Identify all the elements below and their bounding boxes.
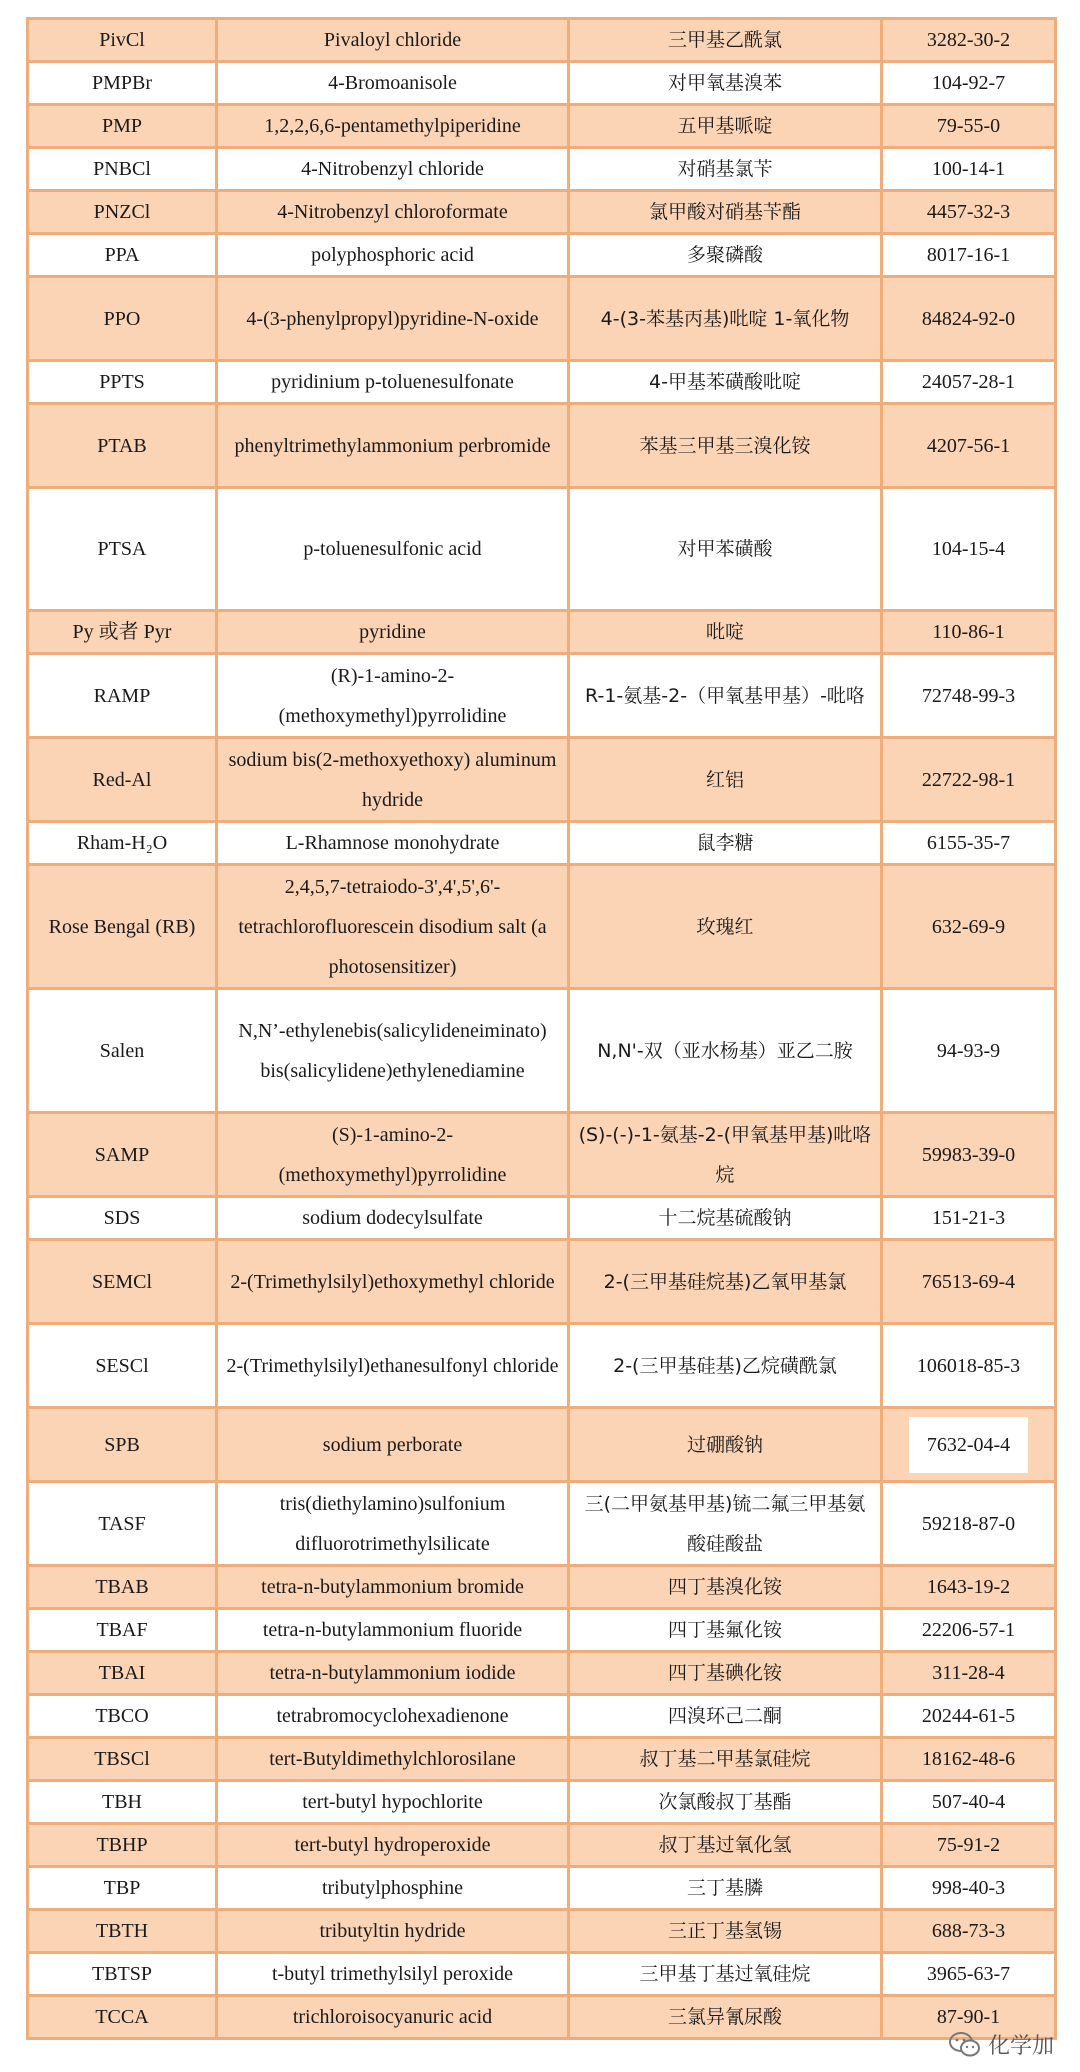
table-row	[28, 105, 1056, 148]
chinese-name-cell: 十二烷基硫酸钠	[569, 1197, 882, 1240]
chinese-name-cell: 2-(三甲基硅基)乙烷磺酰氯	[569, 1324, 882, 1408]
table-row	[28, 738, 1056, 822]
chinese-name-cell: 2-(三甲基硅烷基)乙氧甲基氯	[569, 1240, 882, 1324]
abbreviation-cell: TBTSP	[28, 1953, 217, 1996]
abbreviation-cell: TBP	[28, 1867, 217, 1910]
cas-number-cell: 8017-16-1	[882, 234, 1056, 277]
abbreviation-cell: Py 或者 Pyr	[28, 611, 217, 654]
abbreviation-cell: TBAB	[28, 1566, 217, 1609]
cas-number-cell: 3282-30-2	[882, 19, 1056, 62]
table-row	[28, 1113, 1056, 1197]
english-name-cell: 4-Nitrobenzyl chloride	[217, 148, 569, 191]
chinese-name-cell: 吡啶	[569, 611, 882, 654]
table-row	[28, 1824, 1056, 1867]
cas-number-cell: 4207-56-1	[882, 404, 1056, 488]
abbreviation-cell: PTSA	[28, 488, 217, 611]
english-name-cell: 4-(3-phenylpropyl)pyridine-N-oxide	[217, 277, 569, 361]
english-name-cell: p-toluenesulfonic acid	[217, 488, 569, 611]
abbreviation-cell: SPB	[28, 1408, 217, 1482]
chinese-name-cell: 多聚磷酸	[569, 234, 882, 277]
cas-number-cell: 7632-04-4	[882, 1408, 1056, 1482]
cas-number-cell: 87-90-1	[882, 1996, 1056, 2039]
english-name-cell: tert-butyl hydroperoxide	[217, 1824, 569, 1867]
english-name-cell: 4-Bromoanisole	[217, 62, 569, 105]
table-row	[28, 654, 1056, 738]
english-name-cell: sodium perborate	[217, 1408, 569, 1482]
cas-number-cell: 59218-87-0	[882, 1482, 1056, 1566]
table-row	[28, 822, 1056, 865]
table-row	[28, 19, 1056, 62]
table-row	[28, 62, 1056, 105]
english-name-cell: tetrabromocyclohexadienone	[217, 1695, 569, 1738]
cas-number-cell: 20244-61-5	[882, 1695, 1056, 1738]
abbreviation-cell: SESCl	[28, 1324, 217, 1408]
table-row	[28, 234, 1056, 277]
english-name-cell: tributylphosphine	[217, 1867, 569, 1910]
abbreviation-cell: SEMCl	[28, 1240, 217, 1324]
cas-number-cell: 79-55-0	[882, 105, 1056, 148]
abbreviation-cell: RAMP	[28, 654, 217, 738]
chinese-name-cell: 五甲基哌啶	[569, 105, 882, 148]
cas-number-cell: 110-86-1	[882, 611, 1056, 654]
table-row	[28, 1408, 1056, 1482]
chinese-name-cell: 氯甲酸对硝基苄酯	[569, 191, 882, 234]
cas-number-cell: 3965-63-7	[882, 1953, 1056, 1996]
table-row	[28, 1609, 1056, 1652]
english-name-cell: pyridine	[217, 611, 569, 654]
cas-number-cell: 104-15-4	[882, 488, 1056, 611]
chinese-name-cell: 四丁基碘化铵	[569, 1652, 882, 1695]
english-name-cell: Pivaloyl chloride	[217, 19, 569, 62]
table-row	[28, 1324, 1056, 1408]
table-row	[28, 1996, 1056, 2039]
cas-number-cell: 632-69-9	[882, 865, 1056, 989]
cas-number-cell: 151-21-3	[882, 1197, 1056, 1240]
english-name-cell: tert-Butyldimethylchlorosilane	[217, 1738, 569, 1781]
cas-number-cell: 507-40-4	[882, 1781, 1056, 1824]
table-row	[28, 1738, 1056, 1781]
cas-number-cell: 72748-99-3	[882, 654, 1056, 738]
abbreviation-cell: TBSCl	[28, 1738, 217, 1781]
cas-number-cell: 4457-32-3	[882, 191, 1056, 234]
chinese-name-cell: 三氯异氰尿酸	[569, 1996, 882, 2039]
abbreviation-cell: Rose Bengal (RB)	[28, 865, 217, 989]
table-row	[28, 1652, 1056, 1695]
english-name-cell: 2-(Trimethylsilyl)ethoxymethyl chloride	[217, 1240, 569, 1324]
english-name-cell: trichloroisocyanuric acid	[217, 1996, 569, 2039]
chinese-name-cell: 叔丁基二甲基氯硅烷	[569, 1738, 882, 1781]
chinese-name-cell: 四丁基溴化铵	[569, 1566, 882, 1609]
cas-number-cell: 59983-39-0	[882, 1113, 1056, 1197]
watermark-text: 化学加	[987, 2034, 1054, 2059]
chinese-name-cell: 叔丁基过氧化氢	[569, 1824, 882, 1867]
chinese-name-cell: 三丁基膦	[569, 1867, 882, 1910]
table-row	[28, 148, 1056, 191]
cas-number-cell: 1643-19-2	[882, 1566, 1056, 1609]
english-name-cell: sodium bis(2-methoxyethoxy) aluminum hydride	[217, 738, 569, 822]
english-name-cell: 4-Nitrobenzyl chloroformate	[217, 191, 569, 234]
abbreviation-cell: TBTH	[28, 1910, 217, 1953]
cas-number-cell: 688-73-3	[882, 1910, 1056, 1953]
chinese-name-cell: 玫瑰红	[569, 865, 882, 989]
english-name-cell: 2-(Trimethylsilyl)ethanesulfonyl chloride	[217, 1324, 569, 1408]
chinese-name-cell: 对甲苯磺酸	[569, 488, 882, 611]
abbreviation-cell: TASF	[28, 1482, 217, 1566]
abbreviation-cell: PNZCl	[28, 191, 217, 234]
chinese-name-cell: (S)-(-)-1-氨基-2-(甲氧基甲基)吡咯烷	[569, 1113, 882, 1197]
abbreviation-cell: PMPBr	[28, 62, 217, 105]
table-row	[28, 488, 1056, 611]
abbreviation-cell: Red-Al	[28, 738, 217, 822]
english-name-cell: tris(diethylamino)sulfonium difluorotrimethylsilicate	[217, 1482, 569, 1566]
cas-number-cell: 76513-69-4	[882, 1240, 1056, 1324]
abbreviation-cell: PTAB	[28, 404, 217, 488]
cas-number-cell: 84824-92-0	[882, 277, 1056, 361]
table-row	[28, 1781, 1056, 1824]
table-row	[28, 1197, 1056, 1240]
cas-number-cell: 106018-85-3	[882, 1324, 1056, 1408]
abbreviation-cell: TBH	[28, 1781, 217, 1824]
abbreviation-cell: TBHP	[28, 1824, 217, 1867]
chinese-name-cell: 对甲氧基溴苯	[569, 62, 882, 105]
english-name-cell: N,N’-ethylenebis(salicylideneiminato) bis(salicylidene)ethylenediamine	[217, 989, 569, 1113]
abbreviation-cell: SDS	[28, 1197, 217, 1240]
abbreviation-cell: Salen	[28, 989, 217, 1113]
chinese-name-cell: N,N'-双（亚水杨基）亚乙二胺	[569, 989, 882, 1113]
abbreviation-cell: PPA	[28, 234, 217, 277]
cas-number-cell: 22206-57-1	[882, 1609, 1056, 1652]
abbreviation-cell: PNBCl	[28, 148, 217, 191]
table-row	[28, 1910, 1056, 1953]
table-row	[28, 989, 1056, 1113]
chinese-name-cell: 4-甲基苯磺酸吡啶	[569, 361, 882, 404]
table-row	[28, 1953, 1056, 1996]
english-name-cell: tetra-n-butylammonium bromide	[217, 1566, 569, 1609]
english-name-cell: polyphosphoric acid	[217, 234, 569, 277]
chinese-name-cell: 四丁基氟化铵	[569, 1609, 882, 1652]
chinese-name-cell: 三(二甲氨基甲基)锍二氟三甲基氨酸硅酸盐	[569, 1482, 882, 1566]
english-name-cell: 2,4,5,7-tetraiodo-3',4',5',6'-tetrachlorofluorescein disodium salt (a photosensitizer)	[217, 865, 569, 989]
abbreviation-cell: TBCO	[28, 1695, 217, 1738]
chinese-name-cell: 过硼酸钠	[569, 1408, 882, 1482]
table-row	[28, 277, 1056, 361]
english-name-cell: tetra-n-butylammonium iodide	[217, 1652, 569, 1695]
cas-number-cell: 6155-35-7	[882, 822, 1056, 865]
chinese-name-cell: 四溴环己二酮	[569, 1695, 882, 1738]
abbreviation-cell: TCCA	[28, 1996, 217, 2039]
abbreviation-cell: Rham-H₂O	[28, 822, 217, 865]
abbreviation-table-body	[28, 19, 1056, 2039]
table-row	[28, 361, 1056, 404]
english-name-cell: phenyltrimethylammonium perbromide	[217, 404, 569, 488]
cas-number-cell: 18162-48-6	[882, 1738, 1056, 1781]
chinese-name-cell: 对硝基氯苄	[569, 148, 882, 191]
abbreviation-cell: TBAI	[28, 1652, 217, 1695]
table-row	[28, 1867, 1056, 1910]
cas-number-cell: 998-40-3	[882, 1867, 1056, 1910]
cas-number-cell: 100-14-1	[882, 148, 1056, 191]
chinese-name-cell: 三甲基丁基过氧硅烷	[569, 1953, 882, 1996]
cas-number-cell: 24057-28-1	[882, 361, 1056, 404]
table-row	[28, 1566, 1056, 1609]
english-name-cell: tributyltin hydride	[217, 1910, 569, 1953]
english-name-cell: tetra-n-butylammonium fluoride	[217, 1609, 569, 1652]
watermark	[948, 2029, 1054, 2060]
abbreviation-cell: SAMP	[28, 1113, 217, 1197]
english-name-cell: (S)-1-amino-2-(methoxymethyl)pyrrolidine	[217, 1113, 569, 1197]
abbreviation-cell: PMP	[28, 105, 217, 148]
cas-number-cell: 311-28-4	[882, 1652, 1056, 1695]
english-name-cell: 1,2,2,6,6-pentamethylpiperidine	[217, 105, 569, 148]
table-row	[28, 404, 1056, 488]
english-name-cell: sodium dodecylsulfate	[217, 1197, 569, 1240]
chinese-name-cell: 红铝	[569, 738, 882, 822]
chinese-name-cell: 次氯酸叔丁基酯	[569, 1781, 882, 1824]
english-name-cell: (R)-1-amino-2-(methoxymethyl)pyrrolidine	[217, 654, 569, 738]
abbreviation-cell: PPTS	[28, 361, 217, 404]
abbreviation-cell: PivCl	[28, 19, 217, 62]
abbreviation-table	[26, 17, 1057, 2040]
chinese-name-cell: R-1-氨基-2-（甲氧基甲基）-吡咯	[569, 654, 882, 738]
english-name-cell: L-Rhamnose monohydrate	[217, 822, 569, 865]
abbreviation-cell: TBAF	[28, 1609, 217, 1652]
cas-number-cell: 22722-98-1	[882, 738, 1056, 822]
cas-number-cell: 104-92-7	[882, 62, 1056, 105]
abbreviation-cell: PPO	[28, 277, 217, 361]
chinese-name-cell: 苯基三甲基三溴化铵	[569, 404, 882, 488]
table-row	[28, 1240, 1056, 1324]
table-row	[28, 611, 1056, 654]
cas-number-cell: 75-91-2	[882, 1824, 1056, 1867]
english-name-cell: pyridinium p-toluenesulfonate	[217, 361, 569, 404]
table-row	[28, 865, 1056, 989]
chinese-name-cell: 4-(3-苯基丙基)吡啶 1-氧化物	[569, 277, 882, 361]
table-row	[28, 1695, 1056, 1738]
cas-number-cell: 94-93-9	[882, 989, 1056, 1113]
english-name-cell: tert-butyl hypochlorite	[217, 1781, 569, 1824]
chinese-name-cell: 三甲基乙酰氯	[569, 19, 882, 62]
english-name-cell: t-butyl trimethylsilyl peroxide	[217, 1953, 569, 1996]
chinese-name-cell: 鼠李糖	[569, 822, 882, 865]
table-row	[28, 191, 1056, 234]
table-row	[28, 1482, 1056, 1566]
wechat-icon	[948, 2030, 982, 2060]
chinese-name-cell: 三正丁基氢锡	[569, 1910, 882, 1953]
